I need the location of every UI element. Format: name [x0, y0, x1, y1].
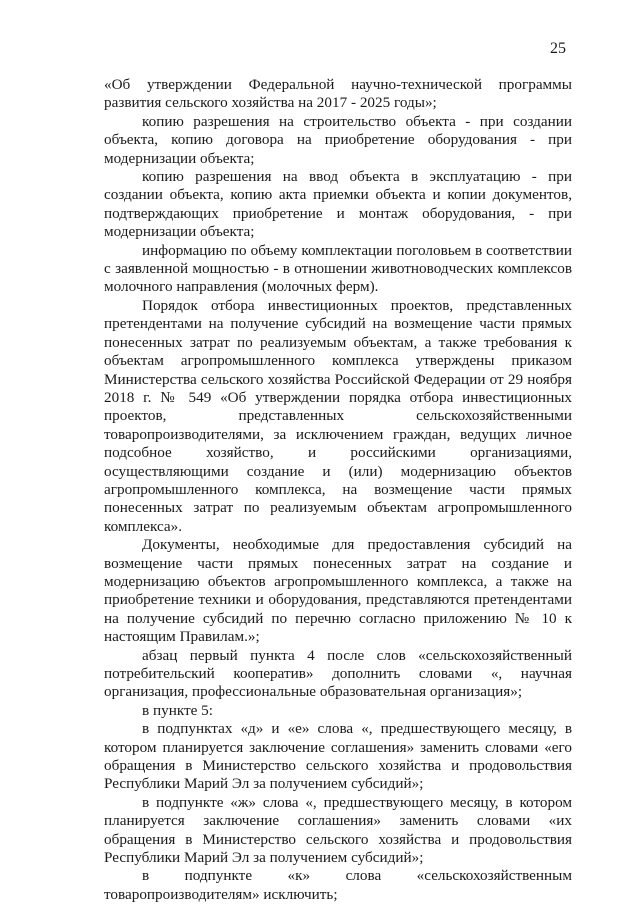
paragraph: в пункте 5: [142, 701, 213, 719]
paragraph: в подпунктах «д» и «е» слова «, предшествующего месяцу, в котором планируется заключение соглашения» заменить словами «его обращения в Министерство сельского хозяйства и продовольствия Республики Марий Эл за получением субсидий»; [104, 720, 572, 793]
paragraph: Порядок отбора инвестиционных проектов, представленных претендентами на получение субсидий на возмещение части прямых понесенных затрат по реализуемым объектам, а также требования к объектам агропромышленного комплекса утверждены приказом Министерства сельского хозяйства Российской Федерации от 29 ноября 2018 г. № 549 «Об утверждении порядка отбора инвестиционных проектов, представленных сельскохозяйственными товаропроизводителями, за исключением граждан, ведущих личное подсобное хозяйство, и российскими организациями, осуществляющими создание и (или) модернизацию объектов агропромышленного комплекса, на возмещение части прямых понесенных затрат по реализуемым объектам агропромышленного комплекса». [104, 296, 572, 535]
paragraph: в подпункте «ж» слова «, предшествующего месяцу, в котором планируется заключение соглашения» заменить словами «их обращения в Министерство сельского хозяйства и продовольствия Республики Марий Эл за получением субсидий»; [104, 793, 572, 867]
page-number: 25 [550, 40, 566, 57]
document-body [104, 76, 572, 904]
paragraph: информацию по объему комплектации поголовьем в соответствии с заявленной мощностью - в отношении животноводческих комплексов молочного направления (молочных ферм). [104, 241, 572, 296]
paragraph: Документы, необходимые для предоставления субсидий на возмещение части прямых понесенных затрат на создание и модернизацию объектов агропромышленного комплекса, а также на приобретение техники и оборудования, представляются претендентами на получение субсидий по перечню согласно приложению № 10 к настоящим Правилам.»; [104, 536, 572, 646]
paragraph: в подпункте «к» слова «сельскохозяйственным товаропроизводителям» исключить; [104, 867, 572, 903]
paragraph: «Об утверждении Федеральной научно-технической программы развития сельского хозяйства на 2017 - 2025 годы»; [104, 76, 572, 112]
paragraph: копию разрешения на строительство объекта - при создании объекта, копию договора на приобретение оборудования - при модернизации объекта; [104, 112, 572, 167]
paragraph: абзац первый пункта 4 после слов «сельскохозяйственный потребительский кооператив» дополнить словами «, научная организация, профессиональные образовательная организация»; [104, 646, 572, 701]
paragraph: копию разрешения на ввод объекта в эксплуатацию - при создании объекта, копию акта приемки объекта и копии документов, подтверждающих приобретение и монтаж оборудования, - при модернизации объекта; [104, 168, 572, 241]
